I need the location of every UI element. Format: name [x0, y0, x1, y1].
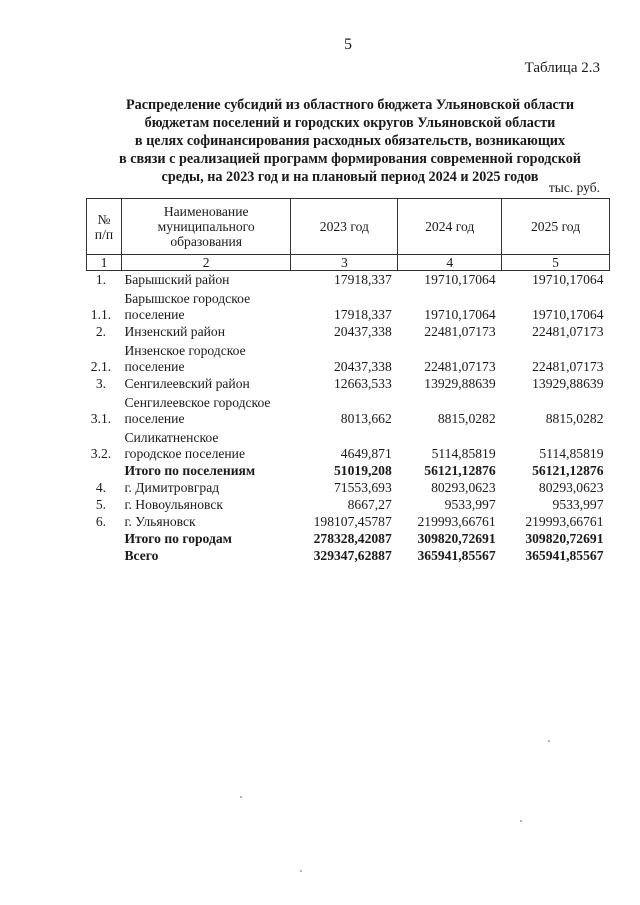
value-2024: 13929,88639	[424, 376, 496, 391]
value-2024: 8815,0282	[437, 411, 496, 426]
value-2025: 5114,85819	[539, 446, 604, 461]
value-2024: 56121,12876	[424, 463, 496, 478]
municipality-name	[121, 288, 291, 323]
units-label: тыс. руб.	[548, 180, 600, 195]
municipality-name-line: г. Ульяновск	[124, 514, 196, 529]
table-label: Таблица 2.3	[524, 60, 600, 76]
value-2025: 365941,85567	[525, 548, 604, 563]
municipality-name-line: Итого по городам	[124, 531, 232, 546]
header-2025: 2025 год	[502, 199, 610, 255]
row-number: 1.	[95, 272, 107, 287]
header-name-line: Наименование	[163, 204, 249, 219]
municipality-name-line: Барышское городское	[124, 291, 251, 306]
document-title	[80, 96, 620, 186]
title-line: в связи с реализацией программ формирования современной городской	[119, 151, 581, 167]
value-2023: 17918,337	[334, 307, 392, 322]
row-number	[87, 462, 122, 479]
row-number: 2.1.	[90, 359, 112, 374]
table-row	[87, 479, 610, 496]
row-number: 1.1.	[90, 307, 112, 322]
value-2023: 4649,871	[340, 446, 392, 461]
municipality-name	[121, 530, 291, 547]
table-row	[87, 530, 610, 547]
title-line: среды, на 2023 год и на плановый период 2024 и 2025 годов	[161, 169, 539, 185]
column-number: 1	[87, 255, 122, 271]
municipality-name-line: Итого по поселениям	[124, 463, 256, 478]
table-row	[87, 375, 610, 392]
municipality-name	[121, 392, 291, 427]
value-2025: 9533,997	[552, 497, 604, 512]
value-2025: 80293,0623	[538, 480, 604, 495]
row-number: 6.	[95, 514, 107, 529]
value-2024: 19710,17064	[424, 272, 496, 287]
value-2024: 22481,07173	[424, 359, 496, 374]
value-2024: 80293,0623	[431, 480, 496, 495]
header-num-line: №	[97, 211, 111, 227]
title-line: в целях софинансирования расходных обязательств, возникающих	[134, 133, 566, 149]
value-2023: 12663,533	[334, 376, 392, 391]
municipality-name-line: Инзенское городское	[124, 343, 246, 358]
title-line: бюджетам поселений и городских округов Ульяновской области	[144, 115, 556, 131]
value-2023: 8013,662	[340, 411, 392, 426]
municipality-name-line: Силикатненское	[124, 430, 219, 445]
table-row	[87, 496, 610, 513]
table-row	[87, 547, 610, 564]
value-2024: 5114,85819	[431, 446, 496, 461]
municipality-name	[121, 323, 291, 340]
row-number: 2.	[95, 324, 107, 339]
scan-speck	[240, 796, 242, 798]
header-num	[87, 199, 122, 255]
value-2023: 20437,338	[334, 324, 392, 339]
municipality-name	[121, 479, 291, 496]
value-2025: 13929,88639	[532, 376, 604, 391]
value-2025: 22481,07173	[532, 359, 604, 374]
municipality-name-line: поселение	[124, 307, 185, 322]
municipality-name	[121, 462, 291, 479]
value-2025: 19710,17064	[532, 272, 604, 287]
row-number: 4.	[95, 480, 107, 495]
header-2023: 2023 год	[291, 199, 398, 255]
header-num-line: п/п	[94, 226, 114, 242]
scan-speck	[520, 820, 522, 822]
value-2024: 22481,07173	[424, 324, 496, 339]
table-row	[87, 271, 610, 289]
table-row	[87, 513, 610, 530]
row-number	[87, 530, 122, 547]
municipality-name-line: г. Новоульяновск	[124, 497, 223, 512]
municipality-name-line: Барышский район	[124, 272, 230, 287]
value-2023: 198107,45787	[313, 514, 392, 529]
municipality-name-line: Всего	[124, 548, 159, 563]
row-number: 3.1.	[90, 411, 112, 426]
value-2023: 17918,337	[334, 272, 392, 287]
municipality-name	[121, 271, 291, 289]
value-2025: 309820,72691	[525, 531, 604, 546]
row-number: 3.2.	[90, 446, 112, 461]
municipality-name-line: Инзенский район	[124, 324, 225, 339]
header-name	[121, 199, 291, 255]
value-2024: 9533,997	[444, 497, 496, 512]
value-2024: 219993,66761	[417, 514, 496, 529]
title-line: Распределение субсидий из областного бюджета Ульяновской области	[126, 97, 574, 113]
table-row	[87, 340, 610, 375]
table-row	[87, 462, 610, 479]
page-number: 5	[344, 36, 352, 53]
municipality-name	[121, 496, 291, 513]
header-name-line: муниципального	[157, 219, 255, 234]
value-2023: 71553,693	[334, 480, 392, 495]
value-2025: 22481,07173	[532, 324, 604, 339]
value-2023: 329347,62887	[313, 548, 392, 563]
row-number	[87, 547, 122, 564]
column-number: 4	[398, 255, 502, 271]
municipality-name-line: г. Димитровград	[124, 480, 220, 495]
row-number: 5.	[95, 497, 107, 512]
municipality-name-line: поселение	[124, 411, 185, 426]
municipality-name-line: городское поселение	[124, 446, 245, 461]
value-2025: 19710,17064	[532, 307, 604, 322]
value-2023: 51019,208	[334, 463, 392, 478]
column-number: 5	[502, 255, 610, 271]
value-2023: 20437,338	[334, 359, 392, 374]
municipality-name-line: Сенгилеевское городское	[124, 395, 271, 410]
municipality-name	[121, 340, 291, 375]
municipality-name	[121, 427, 291, 462]
value-2025: 56121,12876	[532, 463, 604, 478]
header-row	[87, 199, 610, 255]
column-number: 3	[291, 255, 398, 271]
value-2024: 19710,17064	[424, 307, 496, 322]
table-row	[87, 323, 610, 340]
header-name-line: образования	[170, 234, 243, 249]
scan-speck	[548, 740, 550, 742]
municipality-name	[121, 513, 291, 530]
value-2025: 8815,0282	[545, 411, 604, 426]
value-2024: 309820,72691	[417, 531, 496, 546]
value-2023: 8667,27	[347, 497, 392, 512]
table-row	[87, 392, 610, 427]
municipality-name-line: Сенгилеевский район	[124, 376, 250, 391]
municipality-name	[121, 547, 291, 564]
row-number: 3.	[95, 376, 107, 391]
value-2025: 219993,66761	[525, 514, 604, 529]
column-number: 2	[121, 255, 291, 271]
municipality-name-line: поселение	[124, 359, 185, 374]
table-row	[87, 288, 610, 323]
value-2023: 278328,42087	[313, 531, 392, 546]
municipality-name	[121, 375, 291, 392]
value-2024: 365941,85567	[417, 548, 496, 563]
table-row	[87, 427, 610, 462]
subsidy-table	[86, 198, 610, 564]
column-number-row	[87, 255, 610, 271]
table-body	[87, 271, 610, 565]
scan-speck	[300, 870, 302, 872]
header-2024: 2024 год	[398, 199, 502, 255]
